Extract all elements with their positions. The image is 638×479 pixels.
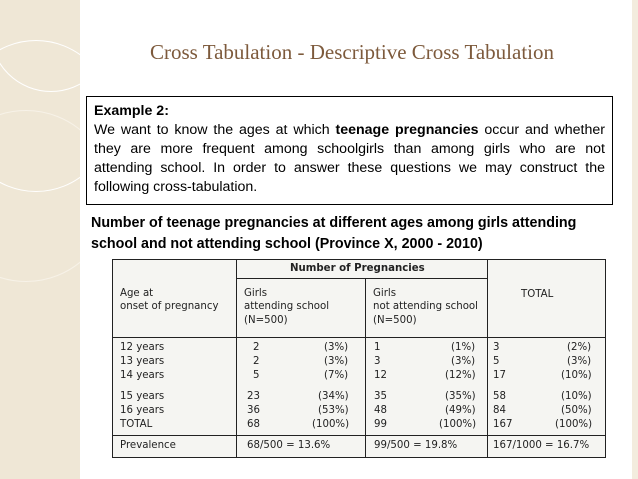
total-percent-cell: (10%) — [561, 391, 592, 402]
not-attending-count-cell: 12 — [374, 370, 387, 381]
attending-percent-cell: (53%) — [318, 405, 349, 416]
total-count-cell: 84 — [493, 405, 506, 416]
not-attending-percent-cell: (35%) — [445, 391, 476, 402]
col-age-header: Age at — [120, 288, 154, 299]
decorative-circle — [0, 110, 80, 282]
not-attending-percent-cell: (3%) — [451, 356, 476, 367]
decorative-side-band — [0, 0, 80, 479]
table-prevalence-rule — [112, 435, 606, 436]
attending-count-cell: 36 — [247, 405, 260, 416]
example-box — [86, 96, 613, 205]
example-text: We want to know the ages at which teenage pregnancies occur and whether they are more frequent among schoolgirls than among girls who are not attending school. In order to answer these questions we may construct the following cross-tabulation. — [94, 122, 605, 195]
not-attending-percent-cell: (1%) — [451, 342, 476, 353]
col-age-header: onset of pregnancy — [120, 301, 219, 312]
col-not-attending-header: Girls — [373, 288, 397, 299]
not-attending-count-cell: 48 — [374, 405, 387, 416]
total-percent-cell: (3%) — [567, 356, 592, 367]
age-cell: 16 years — [120, 405, 165, 416]
attending-count-cell: 5 — [253, 370, 260, 381]
col-attending-header: attending school — [244, 301, 330, 312]
attending-count-cell: 23 — [247, 391, 260, 402]
total-percent-cell: (2%) — [567, 342, 592, 353]
attending-count-cell: 2 — [253, 356, 260, 367]
decorative-right-band — [632, 0, 638, 479]
attending-percent-cell: (100%) — [312, 419, 350, 430]
emphasis-text: teenage pregnancies — [335, 122, 479, 138]
prevalence-not-attending: 99/500 = 19.8% — [374, 440, 458, 451]
total-count-cell: 58 — [493, 391, 506, 402]
attending-count-cell: 2 — [253, 342, 260, 353]
table-border-top — [112, 259, 606, 260]
table-border-left — [112, 259, 113, 458]
age-cell: 13 years — [120, 356, 165, 367]
table-col-rule — [365, 279, 366, 458]
attending-percent-cell: (7%) — [324, 370, 349, 381]
total-percent-cell: (10%) — [561, 370, 592, 381]
total-count-cell: 167 — [493, 419, 513, 430]
slide-title: Cross Tabulation - Descriptive Cross Tabulation — [150, 40, 554, 64]
table-header-rule — [236, 278, 487, 279]
total-percent-cell: (100%) — [555, 419, 593, 430]
col-attending-header: (N=500) — [244, 315, 288, 326]
total-count-cell: 5 — [493, 356, 500, 367]
not-attending-count-cell: 3 — [374, 356, 381, 367]
not-attending-count-cell: 1 — [374, 342, 381, 353]
col-total-header: TOTAL — [521, 289, 554, 300]
not-attending-percent-cell: (12%) — [445, 370, 476, 381]
total-percent-cell: (50%) — [561, 405, 592, 416]
attending-percent-cell: (3%) — [324, 342, 349, 353]
age-cell: 14 years — [120, 370, 165, 381]
col-attending-header: Girls — [244, 288, 268, 299]
decorative-circle — [0, 0, 80, 92]
col-not-attending-header: not attending school — [373, 301, 478, 312]
not-attending-count-cell: 35 — [374, 391, 387, 402]
not-attending-count-cell: 99 — [374, 419, 387, 430]
table-col-rule — [487, 259, 488, 458]
example-label: Example 2: — [94, 103, 169, 119]
table-border-right — [605, 259, 606, 458]
col-not-attending-header: (N=500) — [373, 315, 417, 326]
cross-tabulation-table — [112, 259, 606, 458]
table-header-bottom-rule — [112, 337, 606, 338]
attending-percent-cell: (34%) — [318, 391, 349, 402]
prevalence-total: 167/1000 = 16.7% — [493, 440, 590, 451]
group-header: Number of Pregnancies — [290, 263, 425, 274]
age-cell: 15 years — [120, 391, 165, 402]
age-cell: TOTAL — [120, 419, 153, 430]
table-col-rule — [236, 259, 237, 458]
table-border-bottom — [112, 457, 606, 458]
attending-percent-cell: (3%) — [324, 356, 349, 367]
not-attending-percent-cell: (49%) — [445, 405, 476, 416]
table-caption: Number of teenage pregnancies at different ages among girls attending school and not attending school (Province X, 2000 - 2010) — [91, 215, 577, 252]
attending-count-cell: 68 — [247, 419, 260, 430]
total-count-cell: 3 — [493, 342, 500, 353]
prevalence-attending: 68/500 = 13.6% — [247, 440, 331, 451]
not-attending-percent-cell: (100%) — [439, 419, 477, 430]
age-cell: 12 years — [120, 342, 165, 353]
prevalence-label: Prevalence — [120, 440, 176, 451]
total-count-cell: 17 — [493, 370, 506, 381]
